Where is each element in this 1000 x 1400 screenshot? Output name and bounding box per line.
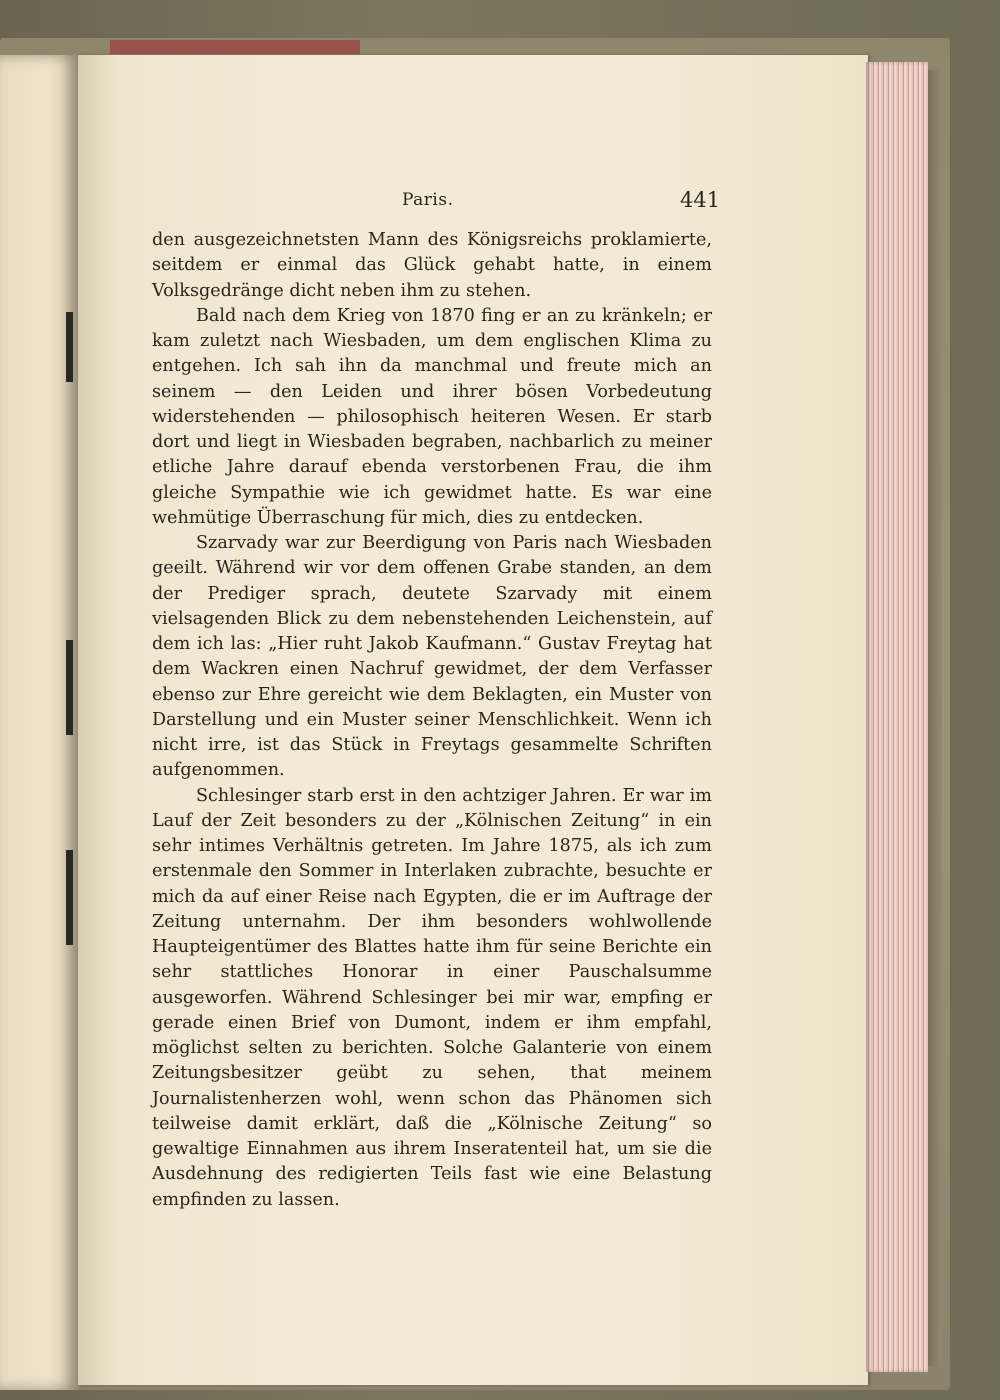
left-page-mark — [66, 312, 73, 382]
paragraph: Schlesinger starb erst in den achtziger Jahren. Er war im Lauf der Zeit besonders zu der „Kölnischen Zeitung“ in ein sehr intimes Verhältnis getreten. Im Jahre 1875, als ich zum erstenmale den Sommer in Interlaken zubrachte, besuchte er mich da auf einer Reise nach Egypten, die er im Auftrage der Zeitung unternahm. Der ihm besonders wohlwollende Haupteigentümer des Blattes hatte ihm für seine Berichte ein sehr stattliches Honorar in einer Pauschalsumme ausgeworfen. Während Schlesinger bei mir war, empfing er gerade einen Brief von Dumont, indem er ihm empfahl, möglichst selten zu berichten. Solche Galanterie von einem Zeitungsbesitzer geübt zu sehen, that meinem Journalistenherzen wohl, wenn schon das Phänomen sich teilweise damit erklärt, daß die „Kölnische Zeitung“ so gewaltige Einnahmen aus ihrem Inseratenteil hat, um sie die Ausdehnung des redigierten Teils fast wie eine Belastung empfinden zu lassen. — [152, 785, 712, 1210]
running-title: Paris. — [402, 190, 454, 210]
left-page-mark — [66, 850, 73, 945]
paragraph: Bald nach dem Krieg von 1870 fing er an zu kränkeln; er kam zuletzt nach Wiesbaden, um dem englischen Klima zu entgehen. Ich sah ihn da manchmal und freute mich an seinem — den Leiden und ihrer bösen Vorbedeutung widerstehenden — philosophisch heiteren Wesen. Er starb dort und liegt in Wiesbaden begraben, nachbarlich zu meiner etliche Jahre darauf ebenda verstorbenen Frau, die ihm gleiche Sympathie wie ich gewidmet hatte. Es war eine wehmütige Überraschung für mich, dies zu entdecken. — [152, 305, 712, 528]
left-page-mark — [66, 640, 73, 735]
page-header — [0, 188, 1000, 218]
paragraph: Szarvady war zur Beerdigung von Paris nach Wiesbaden geeilt. Während wir vor dem offenen Grabe standen, an dem der Prediger sprach, deutete Szarvady mit einem vielsagenden Blick zu dem nebenstehenden Leichenstein, auf dem ich las: „Hier ruht Jakob Kaufmann.“ Gustav Freytag hat dem Wackren einen Nachruf gewidmet, der dem Verfasser ebenso zur Ehre gereicht wie dem Beklagten, ein Muster von Darstellung und ein Muster seiner Menschlichkeit. Wenn ich nicht irre, ist das Stück in Freytags gesammelte Schriften aufgenommen. — [152, 533, 712, 781]
paragraph: den ausgezeichnetsten Mann des Königsreichs proklamierte, seitdem er einmal das Glück gehabt hatte, in einem Volksgedränge dicht neben ihm zu stehen. — [152, 230, 712, 301]
cover-back-edge — [928, 70, 942, 1366]
page-number: 441 — [680, 188, 721, 212]
body-text — [152, 228, 712, 1213]
cover-red-edge — [110, 40, 360, 54]
page-block-edges — [866, 62, 928, 1372]
